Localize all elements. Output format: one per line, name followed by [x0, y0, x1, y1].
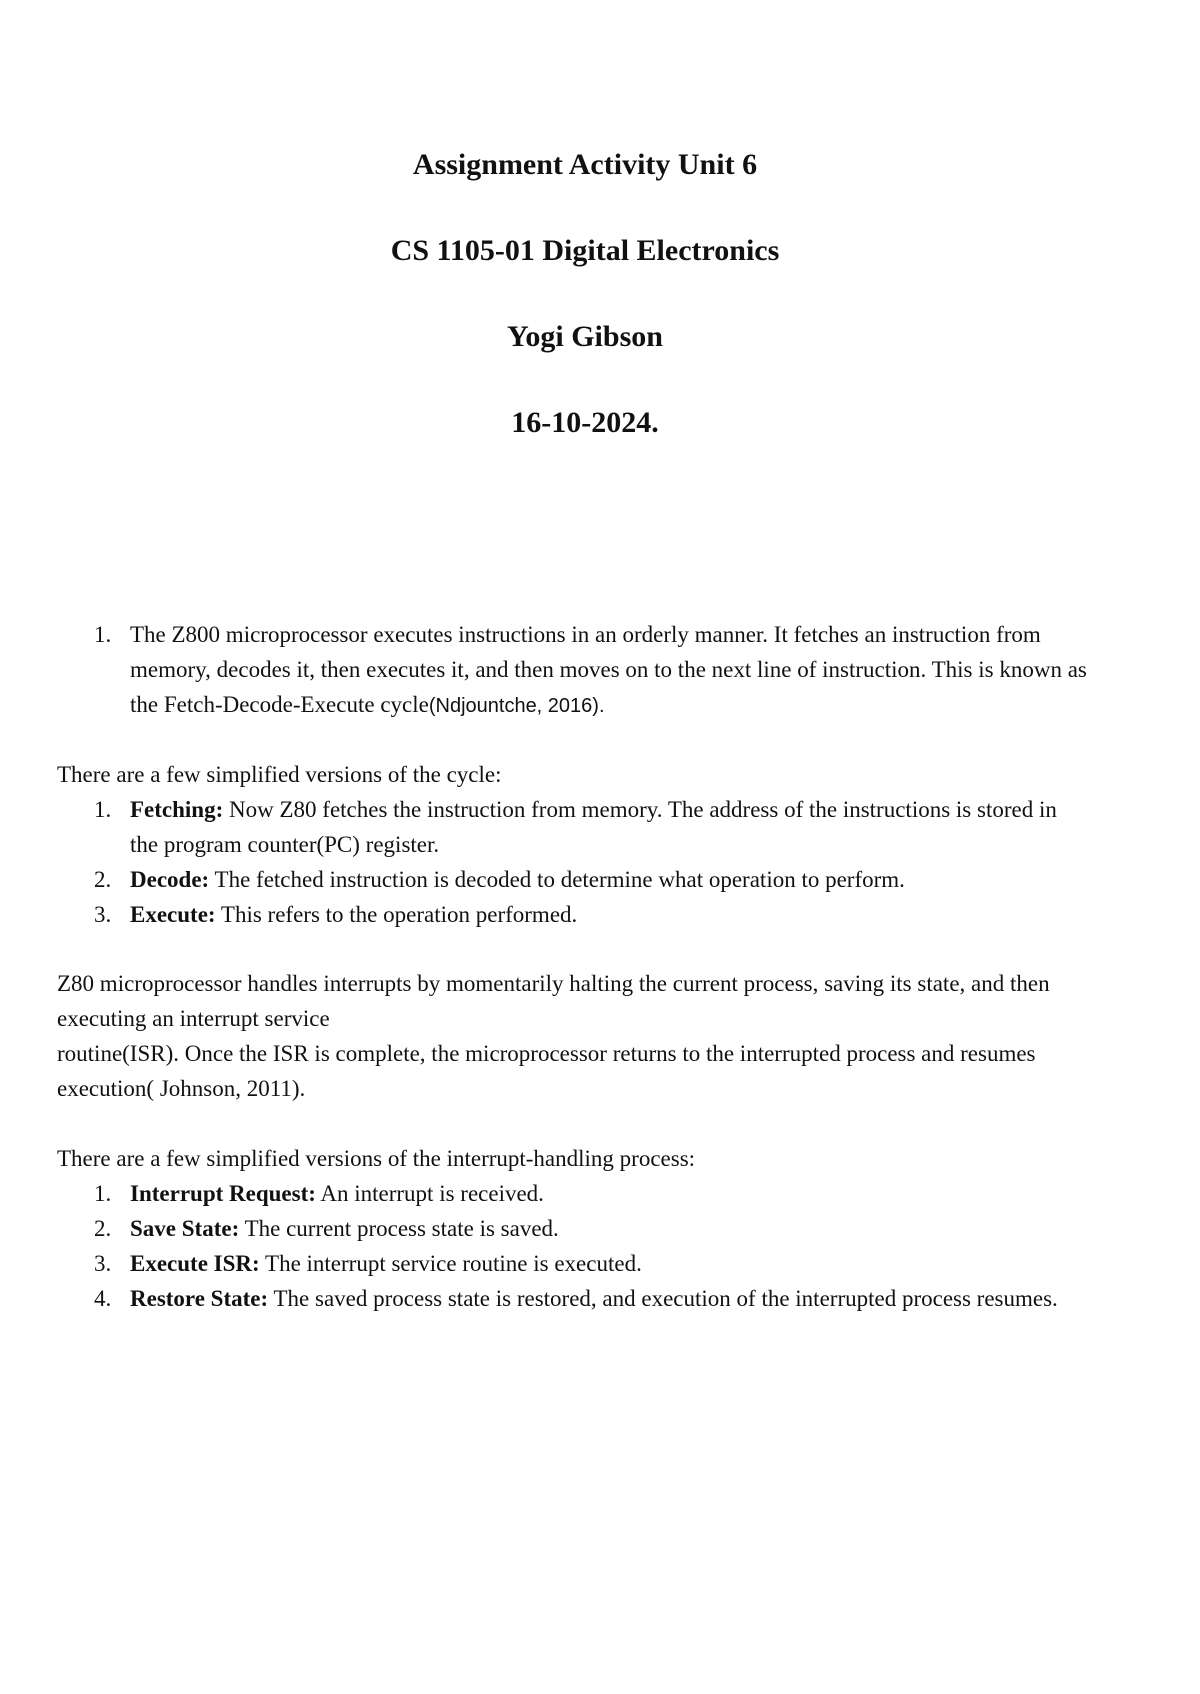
paragraph-line: Z80 microprocessor handles interrupts by momentarily halting the current process, saving its state, and then executing an interrupt service — [57, 971, 1050, 1031]
citation: (Ndjountche, 2016). — [428, 695, 605, 717]
list-term: Execute: — [130, 902, 216, 927]
document-title: Assignment Activity Unit 6 — [412, 148, 758, 181]
interrupt-intro: There are a few simplified versions of the interrupt-handling process: — [57, 1146, 696, 1171]
list-number: 1. — [94, 1181, 112, 1206]
list-term: Interrupt Request: — [130, 1181, 316, 1206]
intro-section — [57, 617, 1087, 724]
cycle-section — [57, 757, 1087, 932]
list-item — [57, 792, 1087, 862]
list-item — [57, 1176, 1087, 1211]
list-text: Now Z80 fetches the instruction from memory. The address of the instructions is stored in the program counter(PC) register. — [130, 797, 1057, 857]
list-number: 3. — [94, 902, 112, 927]
list-term: Execute ISR: — [130, 1251, 260, 1276]
list-item — [57, 1281, 1087, 1316]
list-item — [57, 617, 1087, 724]
list-text: This refers to the operation performed. — [215, 902, 578, 927]
list-text: The saved process state is restored, and execution of the interrupted process resumes. — [268, 1286, 1058, 1311]
list-text: The current process state is saved. — [239, 1216, 559, 1241]
interrupt-section — [57, 1141, 1087, 1316]
paragraph-line: routine(ISR). Once the ISR is complete, the microprocessor returns to the interrupted process and resumes execution( Johnson, 2011). — [57, 1041, 1036, 1101]
list-item — [57, 1211, 1087, 1246]
list-text: The interrupt service routine is executed. — [259, 1251, 642, 1276]
list-number: 2. — [94, 867, 112, 892]
list-term: Save State: — [130, 1216, 240, 1241]
interrupt-list — [57, 1176, 1087, 1316]
document-date: 16-10-2024. — [511, 406, 659, 439]
intro-text: The Z800 microprocessor executes instructions in an orderly manner. It fetches an instruction from memory, decodes it, then executes it, and then moves on to the next line of instruction. This is known as the Fetch-Decode-Execute cycle — [130, 622, 1087, 717]
list-text: The fetched instruction is decoded to determine what operation to perform. — [209, 867, 905, 892]
list-term: Decode: — [130, 867, 210, 892]
list-item — [57, 897, 1087, 932]
list-number: 3. — [94, 1251, 112, 1276]
course-name: CS 1105-01 Digital Electronics — [390, 234, 780, 267]
list-number: 1. — [94, 797, 112, 822]
list-item — [57, 1246, 1087, 1281]
cycle-intro: There are a few simplified versions of the cycle: — [57, 762, 502, 787]
list-term: Restore State: — [130, 1286, 269, 1311]
list-number: 4. — [94, 1286, 112, 1311]
list-term: Fetching: — [130, 797, 224, 822]
intro-list — [57, 617, 1087, 724]
list-number: 2. — [94, 1216, 112, 1241]
list-number: 1. — [94, 622, 112, 647]
author-name: Yogi Gibson — [507, 320, 663, 353]
list-text: An interrupt is received. — [315, 1181, 544, 1206]
interrupt-paragraph — [57, 966, 1087, 1106]
list-item — [57, 862, 1087, 897]
cycle-list — [57, 792, 1087, 932]
